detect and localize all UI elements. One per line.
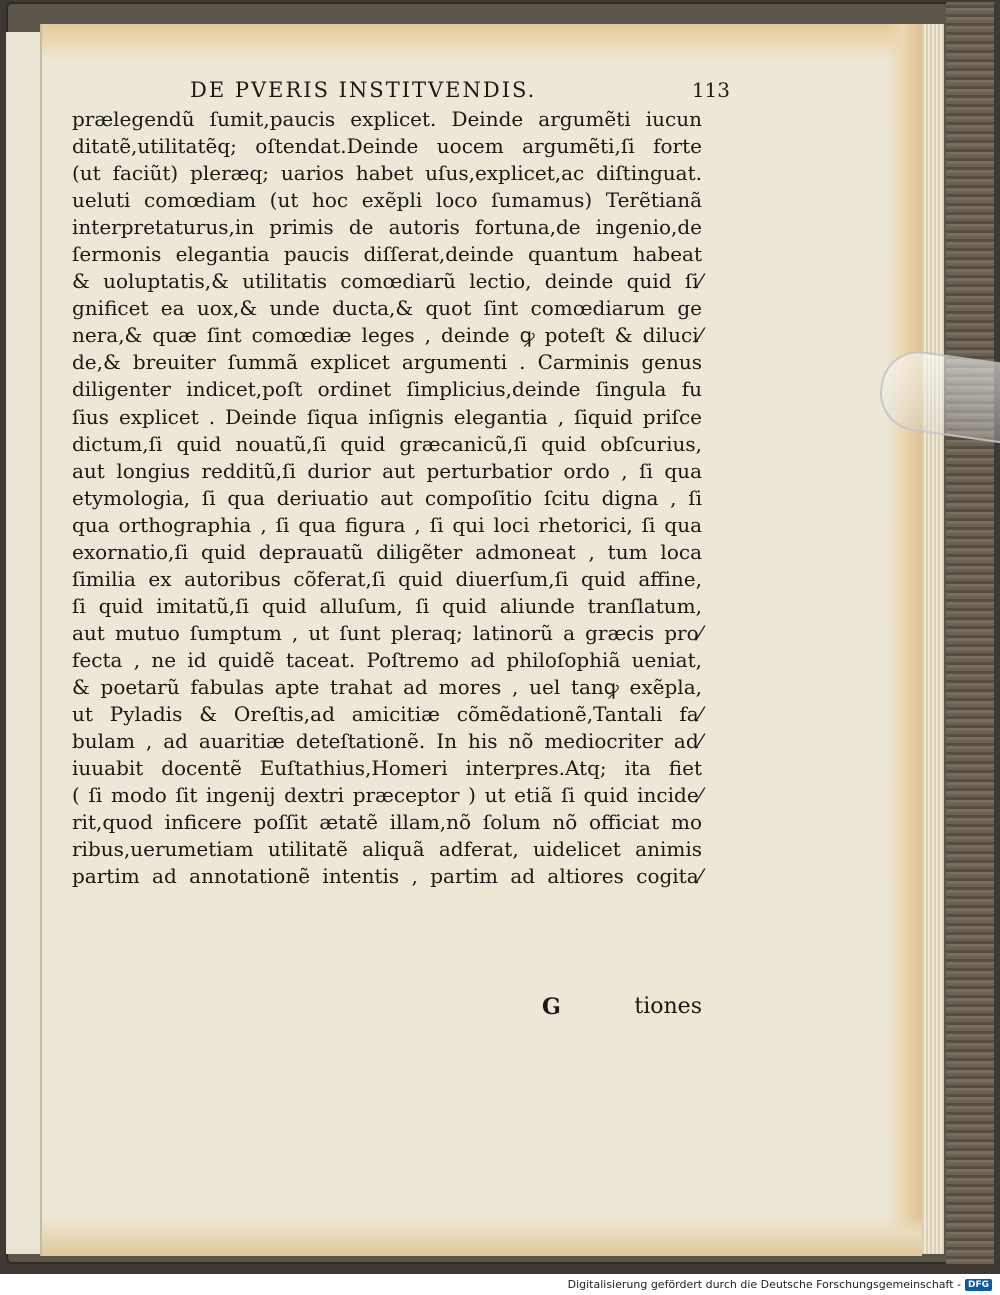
text-line: partim ad annotationẽ intentis , partim ad altiores cogita⁄ [72,864,702,889]
body-text [72,106,702,890]
text-line: etymologia, ſi qua deriuatio aut compoſitio ſcitu digna , ſi [72,485,702,510]
text-line: bulam , ad auaritiæ deteſtationẽ. In his nõ mediocriter ad⁄ [72,729,702,754]
text-line: rit,quod inficere poſſit ætatẽ illam,nõ ſolum nõ officiat mo [72,810,702,835]
text-line: ſimilia ex autoribus cõferat,ſi quid diuerſum,ſi quid affine, [72,566,702,591]
text-line: & uoluptatis,& utilitatis comœdiarũ lectio, deinde quid ſi⁄ [72,269,702,294]
page-footer [72,994,702,1026]
text-line: diligenter indicet,poſt ordinet ſimplicius,deinde ſingula fu [72,377,702,402]
text-line: interpretaturus,in primis de autoris fortuna,de ingenio,de [72,215,702,240]
running-title: DE PVERIS INSTITVENDIS. [190,78,537,102]
page-stain-right [886,24,922,1256]
text-line: ribus,uerumetiam utilitatẽ aliquã adferat, uidelicet animis [72,837,702,862]
text-line: ditatẽ,utilitatẽq; oſtendat.Deinde uocem argumẽti,ſi forte [72,134,702,159]
text-line: de,& breuiter ſummã explicet argumenti . Carminis genus [72,350,702,375]
text-line: ut Pyladis & Oreſtis,ad amicitiæ cõmẽdationẽ,Tantali fa⁄ [72,702,702,727]
text-line: ſermonis elegantia paucis diſſerat,deinde quantum habeat [72,242,702,267]
text-line: nera,& quæ ſint comœdiæ leges , deinde ꝙ poteſt & diluci⁄ [72,323,702,348]
page-header [190,72,730,108]
page-stain-top [42,24,922,60]
facing-page-edge [6,32,43,1254]
text-line: ueluti comœdiam (ut hoc exẽpli loco ſumamus) Terẽtianã [72,188,702,213]
text-line: ( ſi modo ſit ingenij dextri præceptor ) ut etiã ſi quid incide⁄ [72,783,702,808]
text-line: gnificet ea uox,& unde ducta,& quot ſint comœdiarum ge [72,296,702,321]
page-stain-bottom [42,1216,922,1256]
text-line: fecta , ne id quidẽ taceat. Poſtremo ad philoſophiã ueniat, [72,647,702,672]
text-line: ſius explicet . Deinde ſiqua inſignis elegantia , ſiquid priſce [72,404,702,429]
text-line: iuuabit docentẽ Euſtathius,Homeri interpres.Atq; ita fiet [72,756,702,781]
catchword: tiones [634,994,702,1019]
attribution-text: Digitalisierung gefördert durch die Deutsche Forschungsgemeinschaft - [567,1278,961,1291]
dfg-logo: DFG [965,1279,992,1291]
text-line: ſi quid imitatũ,ſi quid alluſum, ſi quid aliunde tranſlatum, [72,593,702,618]
text-line: exornatio,ſi quid deprauatũ diligẽter admoneat , tum loca [72,539,702,564]
text-line: (ut faciũt) pleræq; uarios habet uſus,explicet,ac diſtinguat. [72,161,702,186]
text-line: aut longius redditũ,ſi durior aut perturbatior ordo , ſi qua [72,458,702,483]
signature-mark: G [542,994,561,1020]
cover-spine-texture [946,2,994,1264]
attribution-bar [0,1274,1000,1295]
page-number: 113 [691,78,730,102]
text-line: dictum,ſi quid nouatũ,ſi quid græcanicũ,ſi quid obſcurius, [72,431,702,456]
text-line: & poetarũ fabulas apte trahat ad mores , uel tanꝙ exẽpla, [72,674,702,699]
text-line: qua orthographia , ſi qua figura , ſi qui loci rhetorici, ſi qua [72,512,702,537]
text-line: prælegendũ ſumit,paucis explicet. Deinde argumẽti iucun [72,107,702,131]
text-line: aut mutuo ſumptum , ut ſunt pleraq; latinorũ a græcis pro⁄ [72,620,702,645]
